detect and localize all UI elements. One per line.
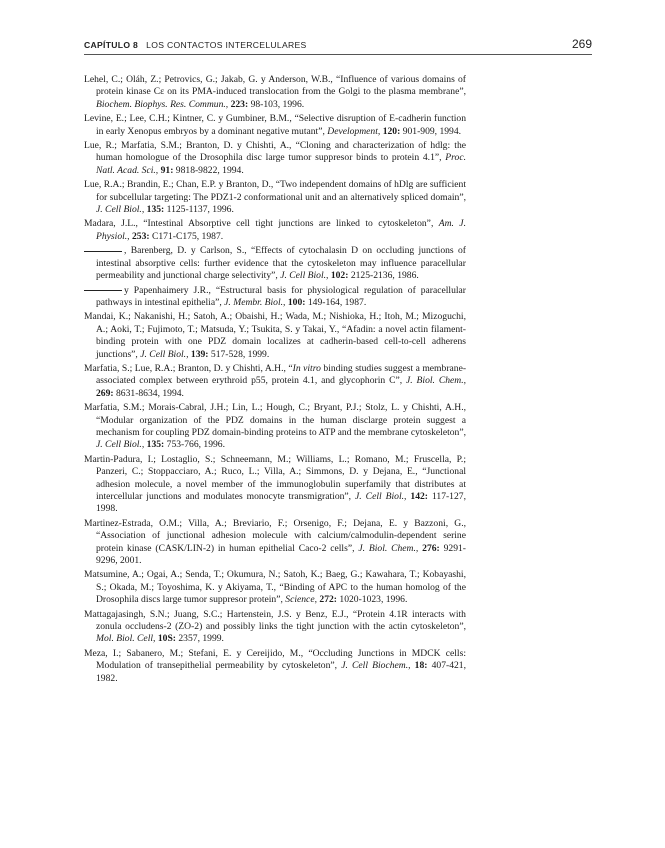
reference-title: “Occluding Junctions in MDCK cells: Modulation of transepithelial permeability by cytoskeleton”,	[96, 647, 466, 672]
header-rule	[84, 54, 592, 55]
reference-authors: Marfatia, S.; Lue, R.A.; Branton, D. y Chishti, A.H.,	[84, 362, 286, 374]
reference-entry	[84, 218, 466, 243]
reference-title: “Modular organization of the PDZ domains in the human disclarge protein suggest a mechanism for coupling PDZ domain-binding proteins to ATP and the membrane cytoskeleton”,	[96, 414, 466, 438]
reference-journal: J. Cell Biol.,	[96, 439, 145, 451]
reference-authors: Martin-Padura, I.; Lostaglio, S.; Schneemann, M.; Williams, L.; Romano, M.; Fruscella, P.; Panzeri, C.; Stoppacciaro, A.; Ruco, L.; Villa, A.; Simmons, D. y Dejana, E.,	[84, 453, 466, 478]
reference-journal: Biochem. Biophys. Res. Commun.,	[96, 98, 229, 110]
reference-pages: 407-421, 1982.	[96, 660, 466, 684]
reference-title: “Junctional adhesion molecule, a novel member of the immunoglobulin superfamily that distributes at intercellular junctions and modulates monocyte transmigration”,	[96, 466, 466, 502]
reference-title-open: “	[288, 362, 293, 374]
reference-authors: Lue, R.A.; Brandin, E.; Chan, E.P. y Branton, D.,	[84, 179, 274, 191]
reference-authors: , Barenberg, D. y Carlson, S.,	[124, 245, 247, 257]
reference-entry	[84, 518, 466, 568]
reference-pages: 753-766, 1996.	[166, 439, 225, 451]
reference-volume: 253:	[131, 230, 150, 242]
reference-entry	[84, 74, 466, 111]
reference-entry	[84, 113, 466, 138]
reference-title: “Afadin: a novel actin filament-binding protein with one PDZ domain localizes at cadherin-based cell-to-cell adherens junctions”,	[96, 323, 466, 360]
reference-authors: Marfatia, S.M.; Morais-Cabral, J.H.; Lin, L.; Hough, C.; Bryant, P.J.; Stolz, L. y Chishti, A.H.,	[84, 402, 466, 414]
reference-entry	[84, 245, 466, 282]
reference-title: binding studies suggest a membrane-associated complex between erythroid p55, protein 4.1, and glycophorin C”,	[96, 362, 467, 387]
reference-volume: 223:	[230, 98, 249, 110]
reference-journal: Development,	[327, 125, 381, 137]
reference-volume: 120:	[382, 125, 401, 137]
reference-entry	[84, 363, 466, 400]
reference-journal: J. Cell Biol.,	[355, 491, 407, 502]
reference-pages: 98-103, 1996.	[250, 98, 305, 110]
reference-journal: J. Cell Biol.,	[140, 348, 189, 360]
reference-journal: J. Biol. Chem.,	[406, 375, 466, 387]
reference-authors: Matsumine, A.; Ogai, A.; Senda, T.; Okumura, N.; Satoh, K.; Baeg, G.; Kawahara, T.; Kobayashi, S.; Okada, M.; Toyoshima, K. y Akiyama, T.,	[84, 569, 466, 593]
reference-title: “Estructural basis for physiological regulation of paracellular pathways in intestinal epithelia”,	[96, 284, 466, 308]
reference-volume: 276:	[422, 542, 440, 554]
reference-pages: 517-528, 1999.	[210, 348, 270, 360]
reference-volume: 18:	[414, 660, 428, 672]
reference-entry	[84, 179, 466, 216]
reference-volume: 91:	[160, 164, 174, 176]
reference-journal: Mol. Biol. Cell,	[96, 633, 156, 645]
reference-authors: Meza, I.; Sabanero, M.; Stefani, E. y Cereijido, M.,	[84, 647, 304, 659]
repeat-author-dash	[84, 251, 122, 252]
page-number: 269	[571, 37, 592, 51]
reference-title: “Selective disruption of E-cadherin function in early Xenopus embryos by a dominant negative mutant”,	[96, 113, 466, 137]
reference-authors: Martinez-Estrada, O.M.; Villa, A.; Breviario, F.; Orsenigo, F.; Dejana, E. y Bazzoni, G.,	[84, 517, 466, 529]
reference-pages: 901-909, 1994.	[402, 125, 462, 137]
reference-entry	[84, 402, 466, 452]
reference-authors: Levine, E.; Lee, C.H.; Kintner, C. y Gumbiner, B.M.,	[84, 113, 292, 125]
reference-authors: y Papenhaimery J.R.,	[124, 284, 211, 296]
reference-journal: J. Cell Biol.,	[280, 270, 329, 282]
reference-title: “Two independent domains of hDlg are sufficient for subcellular targeting: The PDZ1-2 conformational unit and an alternatively spliced domain”,	[96, 179, 466, 203]
reference-volume: 10S:	[157, 633, 176, 645]
reference-volume: 135:	[146, 439, 165, 451]
reference-journal: J. Cell Biol.,	[96, 204, 145, 216]
running-header	[84, 38, 592, 54]
reference-list	[84, 74, 466, 687]
reference-pages: 8631-8634, 1994.	[116, 387, 184, 399]
reference-volume: 100:	[287, 296, 306, 308]
reference-pages: 9818-9822, 1994.	[175, 164, 244, 176]
chapter-label: CAPÍTULO 8	[84, 40, 139, 50]
reference-authors: Madara, J.L.,	[84, 218, 138, 230]
reference-volume: 269:	[96, 387, 114, 399]
chapter-title: LOS CONTACTOS INTERCELULARES	[146, 40, 307, 50]
reference-volume: 139:	[190, 348, 209, 360]
reference-volume: 135:	[146, 204, 165, 216]
reference-entry	[84, 140, 466, 177]
reference-entry	[84, 454, 466, 516]
reference-title: “Association of junctional adhesion molecule with calcium/calmodulin-dependent serine protein kinase (CASK/LIN-2) in human epithelial Caco-2 cells”,	[96, 530, 466, 554]
reference-authors: Mattagajasingh, S.N.; Juang, S.C.; Hartenstein, J.S. y Benz, E.J.,	[84, 608, 349, 620]
reference-journal: J. Biol. Chem.,	[358, 542, 419, 554]
reference-volume: 272:	[319, 594, 337, 606]
reference-entry	[84, 609, 466, 646]
reference-title: “Intestinal Absorptive cell tight junctions are linked to cytoskeleton”,	[143, 218, 434, 230]
reference-title: “Cloning and characterization of hdlg: the human homologue of the Drosophila disc large tumor suppresor binds to protein 4.1”,	[96, 140, 467, 164]
reference-volume: 142:	[410, 491, 428, 502]
reference-journal: J. Membr. Biol.,	[224, 296, 286, 308]
reference-journal: Proc. Natl. Acad. Sci.,	[96, 152, 466, 176]
reference-journal: J. Cell Biochem.,	[341, 660, 411, 672]
repeat-author-dash	[84, 290, 122, 291]
reference-authors: Mandai, K.; Nakanishi, H.; Satoh, A.; Obaishi, H.; Wada, M.; Nishioka, H.; Itoh, M.; Mizoguchi, A.; Aoki, T.; Fujimoto, T.; Matsuda, Y.; Tsukita, S. y Takai, Y.,	[84, 311, 466, 335]
reference-authors: Lehel, C.; Oláh, Z.; Petrovics, G.; Jakab, G. y Anderson, W.B.,	[84, 74, 333, 85]
chapter-heading	[84, 40, 307, 50]
reference-pages: 2357, 1999.	[178, 633, 224, 645]
reference-entry	[84, 569, 466, 606]
reference-pages: C171-C175, 1987.	[151, 230, 224, 242]
reference-title: “Influence of various domains of protein kinase Cε on its PMA-induced translocation from the Golgi to the plasma membrane”,	[96, 74, 466, 98]
reference-journal: Science,	[285, 594, 317, 606]
reference-pages: 1020-1023, 1996.	[339, 594, 408, 606]
reference-journal: Am. J. Physiol.,	[96, 218, 466, 242]
reference-title: “Binding of APC to the human homolog of the Drosophila discs large tumor suppresor protein”,	[96, 581, 466, 606]
reference-title-italic: In vitro	[292, 362, 321, 374]
reference-volume: 102:	[330, 270, 349, 282]
reference-pages: 2125-2136, 1986.	[350, 270, 419, 282]
reference-entry	[84, 285, 466, 310]
reference-pages: 149-164, 1987.	[307, 296, 367, 308]
reference-authors: Lue, R.; Marfatia, S.M.; Branton, D. y Chishti, A.,	[84, 140, 292, 152]
reference-title: “Effects of cytochalasin D on occluding junctions of intestinal absorptive cells: further evidence that the cytoskeleton may influence paracellular permeability and junctional charge selectivity”,	[96, 245, 466, 282]
reference-entry	[84, 648, 466, 685]
reference-pages: 9291-9296, 2001.	[96, 542, 466, 567]
reference-entry	[84, 311, 466, 361]
reference-title: “Protein 4.1R interacts with zonula occludens-2 (ZO-2) and possibly links the tight junction with the actin cytoskeleton”,	[96, 608, 466, 633]
reference-pages: 117-127, 1998.	[96, 491, 466, 515]
reference-pages: 1125-1137, 1996.	[166, 204, 234, 216]
